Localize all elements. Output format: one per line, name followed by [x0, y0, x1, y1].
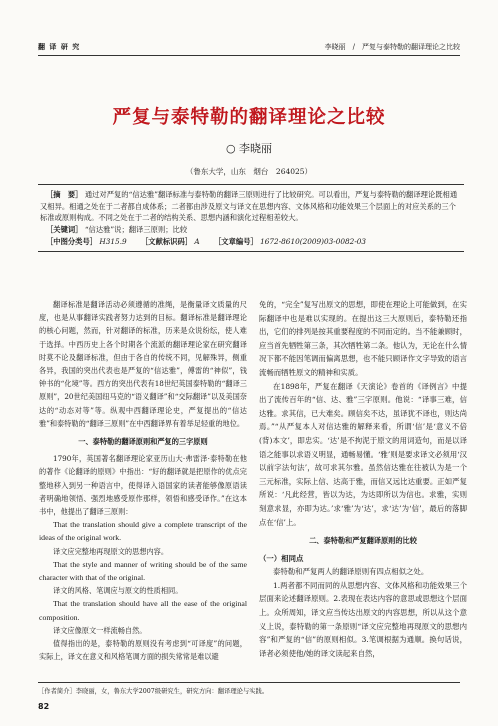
chinese-translation: 译文应像原文一样流畅自然。 [53, 625, 147, 635]
paragraph: 免的，“完全”复写出原文的思想，即使在理论上可能做到，在实际翻译中也是难以实现的。在提出这三大原则后，泰特勒还指出，它们的排列是按其重要程度的不同而定的。当不能兼顾时，应当首先牺牲第三条，其次牺牲第二条。他认为，无论在什么情况下都不能因笔调而偏离思想，也不能只顾译作文字导致的语言流畅而牺牲原文的精神和实质。 [259, 300, 467, 377]
abstract-box [38, 184, 464, 252]
author: ○ 李晓丽 [225, 142, 273, 155]
right-column [259, 298, 467, 660]
clc-label: ［中图分类号］ [46, 236, 98, 246]
paragraph: 1.两者都不同而同的从思想内容、文体风格和功能效果三个层面来论述翻译原则。2.表现在表达内容的意思或思想这个层面上。众所周知，译文应当传达出原文的内容思想，所以从这个意义上说，泰特勒的第一条原则“译文应完整地再现原文的思想内容”和严复的“信”的原则相似。3.笔调根据为通顺。换句话说，译者必须使他/她的译文读起来自然， [259, 580, 467, 658]
paragraph: 1790年，英国著名翻译理论家亚历山大·弗雷泽·泰特勒在他的著作《论翻译的原则》中指出：“好的翻译就是把原作的优点完整地移入到另一种语言中，使得译入语国家的读者能够像原语读者明确地领悟、强烈地感受原作那样，领悟和感受译作。”在这本书中，他提出了翻译三原则： [39, 454, 247, 517]
paragraph: 泰特勒和严复两人的翻译原则有四点相似之处。 [273, 567, 429, 577]
affiliation: （鲁东大学，山东 烟台 264025） [185, 167, 313, 176]
running-title: 李晓丽 / 严复与泰特勒的翻译理论之比较 [324, 43, 460, 51]
section-heading: 二、泰特勒和严复翻译原则的比较 [309, 536, 417, 546]
english-quote: That the translation should have all the ease of the original composition. [39, 599, 247, 622]
section-heading: 一、泰特勒的翻译原则和严复的三字原则 [78, 437, 208, 447]
article-no-label: ［文章编号］ [214, 236, 258, 246]
english-quote: That the style and manner of writing should be of the same character with that of the original. [39, 559, 247, 583]
article-title: 严复与泰特勒的翻译理论之比较 [112, 107, 386, 128]
keywords [40, 224, 462, 236]
english-quote: That the translation should give a complete transcript of the ideas of the original work. [39, 520, 247, 543]
keywords-text: “信达雅”说；翻译三原则；比较 [84, 225, 188, 235]
article-no-value: 1672-8610(2009)03-0082-03 [260, 236, 367, 246]
paragraph: 值得指出的是，泰特勒的原则没有考虑到“可译度”的问题，实际上，译文在意义和风格笔调方面的损失常常是难以避 [39, 639, 247, 662]
paragraph: 在1898年，严复在翻译《天演论》卷首的《译例言》中提出了流传百年的“信、达、雅”三字原则。他说：“译事三难，信达雅。求其信，已大难矣。顾信矣不达，虽译犹不译也，则达尚焉。”“从严复本人对信达雅的解释来看，所谓‘信’是‘意义不倍(背)本文’，即忠实。‘达’是不拘泥于原文的用词造句，而是以译语之能事以求语义明显，通畅易懂。‘雅’则是要求译文必须用‘汉以前字法句法’，故可求其尔雅。虽然信达雅在往被认为是一个三元标准，实际上信、达高于雅，而信又远比达重要。正如严复所说：‘凡此经营，皆以为达，为达即所以为信也。求雅，实则刻意求显，亦即为达。’求‘雅’为‘达’，求‘达’为‘信’，最后的落脚点在‘信’上。 [259, 381, 467, 527]
page-number: 82 [38, 702, 50, 711]
abstract-label: ［摘 要］ [46, 190, 83, 199]
abstract-text: 通过对严复的“信达雅”翻译标准与泰特勒的翻译三原则进行了比较研究。可以看出，严复与泰特勒的翻译理论既相通又相异。相通之处在于二者都自成体系；二者都由涉及原文与译文在思想内容、文体风格和功能效果三个层面上的对应关系的三个标准或原则构成。不同之处在于二者的结构关系、思想内涵和演化过程相差较大。 [40, 190, 458, 223]
running-header [38, 42, 460, 54]
footnote: ［作者简介］李晓丽，女，鲁东大学2007级研究生，研究方向：翻译理论与实践。 [38, 682, 460, 695]
chinese-translation: 译文的风格、笔调应与原文的性质相同。 [53, 586, 183, 596]
classification-line [40, 236, 462, 248]
keywords-label: ［关键词］ [46, 225, 83, 235]
abstract [40, 189, 462, 224]
subsection-heading: （一）相同点 [259, 553, 304, 563]
paragraph: 翻译标准是翻译活动必须遵循的准绳，是衡量译文质量的尺度，也是从事翻译实践者努力达到的目标。翻译标准是翻译理论的核心问题，然而，针对翻译的标准，历来是众说纷纭，使人难于选择。中西历史上各个时期各个流派的翻译理论家在研究翻译时莫不论及翻译标准，但由于各自的传统不同，见解殊异，侧重各异，我国的突出代表也是严复的“信达雅”，傅雷的“神似”，钱钟书的“化境”等。西方的突出代表有18世纪英国泰特勒的“翻译三原则”，20世纪美国纽马克的“语义翻译”和“交际翻译”以及美国奈达的“动态对等”等。纵观中西翻译理论史，严复提出的“信达雅”和泰特勒的“翻译三原则”在中西翻译界有着举足轻重的地位。 [39, 300, 247, 428]
left-column [39, 298, 247, 663]
clc-value: H315.9 [99, 236, 127, 246]
doc-code-value: A [194, 236, 200, 246]
journal-section: 翻 译 研 究 [38, 42, 81, 51]
header-rule [38, 55, 460, 56]
chinese-translation: 译文应完整地再现原文的思想内容。 [53, 546, 169, 556]
doc-code-label: ［文献标识码］ [141, 236, 193, 246]
